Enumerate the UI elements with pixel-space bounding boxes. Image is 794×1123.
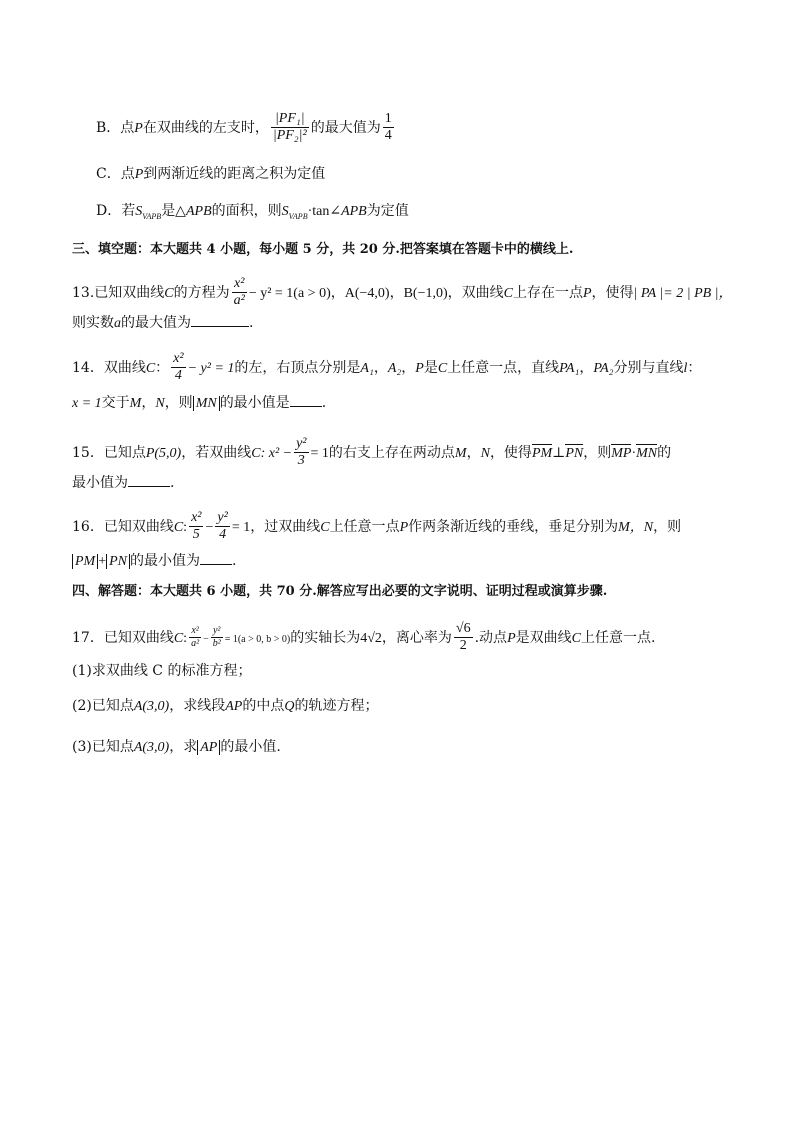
- fraction-numerator: y²: [211, 626, 223, 638]
- vertex-a1: A₁: [360, 360, 374, 376]
- q14-text: ，: [579, 359, 594, 376]
- point-q: Q: [284, 699, 295, 714]
- point-m: M: [454, 445, 467, 461]
- plus-symbol: +: [98, 554, 107, 569]
- fraction-denominator: a²: [191, 637, 200, 649]
- area-symbol: S: [135, 204, 143, 219]
- q16-equation-pre: :: [183, 519, 188, 535]
- ratio-fraction: [271, 112, 309, 144]
- segment-ap: AP: [225, 699, 243, 714]
- points-mn: M，N: [618, 519, 654, 535]
- fraction-denominator: 5: [192, 526, 200, 542]
- q16-fraction-2: [215, 511, 229, 543]
- question-14-line-1: [72, 352, 701, 384]
- q17-text: 的实轴长为: [290, 629, 361, 646]
- curve-c: C: [173, 630, 184, 646]
- q17-equation-rest: = 1(a > 0, b > 0): [224, 633, 291, 645]
- q16-text: ，过双曲线: [250, 518, 321, 535]
- q16-text: 的最小值为: [130, 553, 201, 569]
- fraction-denominator: 2: [459, 637, 467, 653]
- q16-text: ，则: [653, 518, 682, 535]
- q17-text: ，求线段: [169, 698, 226, 714]
- fraction-denominator: a²: [233, 292, 245, 308]
- q17-text: (2)已知点: [72, 698, 134, 714]
- point-n: N: [155, 396, 165, 411]
- q14-text: 上任意一点，直线: [447, 359, 560, 376]
- area-subscript: VAPB: [142, 211, 162, 221]
- answer-blank[interactable]: [200, 563, 232, 565]
- q14-equation-fraction: [171, 352, 185, 384]
- option-c-text: 到两渐近线的距离之积为定值: [143, 166, 326, 182]
- question-15-line-2: 最小值为 .: [72, 475, 175, 491]
- distance-pm: PM: [72, 554, 98, 569]
- question-14-line-2: x = 1交于M，N，则 MN 的最小值是 .: [72, 395, 327, 411]
- triangle-label: APB: [185, 204, 212, 219]
- max-value-denominator: 4: [384, 127, 392, 143]
- fraction-denominator: b²: [212, 637, 221, 649]
- vector-mn: MN: [636, 445, 658, 461]
- q15-equation-pre: : x² −: [260, 445, 293, 461]
- option-b-text2: 的最大值为: [310, 119, 381, 136]
- q14-text: 14．双曲线: [72, 359, 146, 376]
- fraction-numerator: x²: [232, 277, 247, 293]
- curve-c: C: [571, 630, 581, 646]
- curve-c: C: [164, 285, 174, 301]
- question-17-line-1: [72, 622, 655, 654]
- q15-text: ，若双曲线: [181, 444, 252, 461]
- option-d-text1: 是△: [161, 203, 186, 219]
- q13-text: 上存在一点: [512, 284, 583, 301]
- fraction-numerator: √6: [455, 621, 471, 636]
- point-a: A(3,0): [133, 699, 170, 714]
- q14-text: 分别与直线: [613, 359, 684, 376]
- real-axis-length: 4√2: [360, 630, 382, 646]
- max-value-numerator: 1: [384, 111, 392, 126]
- max-value-fraction: [383, 112, 394, 144]
- q13-text: ，使得: [591, 284, 634, 301]
- option-b-text1: 在双曲线的左支时，: [142, 119, 269, 136]
- q16-text: 上任意一点: [329, 518, 400, 535]
- question-17-part-2: [72, 699, 378, 714]
- dot-symbol: ·: [631, 445, 637, 461]
- curve-c: C: [145, 360, 156, 376]
- line-equation: x = 1: [72, 396, 102, 411]
- line-pa2: PA₂: [593, 360, 614, 376]
- option-d: [96, 204, 409, 221]
- q17-text: 上任意一点.: [580, 629, 656, 646]
- option-b-prefix: B．点: [96, 119, 135, 136]
- section-4-heading: 四、解答题：本大题共 6 小题，共 70 分.解答应写出必要的文字说明、证明过程或演算步骤.: [72, 584, 608, 599]
- ratio-denominator: |PF₂|²: [272, 127, 307, 143]
- point-m: M: [129, 396, 142, 411]
- q17-text: 是双曲线: [515, 629, 572, 646]
- point-p: P: [399, 519, 409, 535]
- q15-equation-rest: = 1: [310, 445, 329, 461]
- curve-c: C: [503, 285, 513, 301]
- area-symbol: S: [281, 204, 289, 219]
- fraction-denominator: 4: [174, 367, 182, 383]
- answer-blank[interactable]: [128, 485, 170, 487]
- point-p: P: [134, 120, 143, 136]
- q15-text: 的: [657, 444, 672, 461]
- option-d-prefix: D．若: [96, 203, 136, 219]
- option-c-prefix: C．点: [96, 166, 135, 182]
- fraction-numerator: x²: [189, 626, 201, 638]
- angle-label: APB: [341, 204, 367, 219]
- q13-text: 的方程为: [173, 284, 230, 301]
- option-c: [96, 167, 325, 182]
- question-17-part-1: (1)求双曲线 C 的标准方程；: [72, 663, 252, 679]
- option-b: [96, 112, 396, 144]
- vector-pn: PN: [565, 445, 584, 461]
- q17-equation-pre: :: [183, 630, 188, 646]
- point-n: N: [480, 445, 490, 461]
- minus-symbol: −: [203, 633, 209, 645]
- q17-text: 的最小值.: [220, 739, 281, 755]
- q14-text: ：: [155, 359, 170, 376]
- point-p: P: [134, 167, 144, 182]
- q14-text: 的最小值是: [219, 395, 290, 411]
- q13-text: 的最大值为: [121, 315, 191, 331]
- area-subscript: VAPB: [288, 211, 308, 221]
- fraction-denominator: 3: [297, 452, 305, 468]
- variable-a: a: [114, 316, 121, 331]
- q14-equation-rest: − y² = 1: [187, 360, 235, 376]
- q16-fraction-1: [189, 511, 203, 543]
- point-p: P(5,0): [145, 445, 182, 461]
- question-13-line-2: 则实数a的最大值为 .: [72, 315, 254, 331]
- q14-text: 的左，右顶点分别是: [234, 359, 361, 376]
- line-l: l: [683, 360, 688, 376]
- ratio-numerator: |PF₁|: [271, 112, 309, 128]
- vector-mp: MP: [611, 445, 632, 461]
- q17-fraction-1: [189, 626, 201, 649]
- fraction-numerator: y²: [296, 436, 307, 451]
- question-13-line-1: [72, 277, 733, 309]
- answer-blank[interactable]: [191, 325, 249, 327]
- vertex-a2: A₂: [387, 360, 402, 376]
- vector-pm: PM: [531, 445, 553, 461]
- q17-text: .动点: [474, 629, 508, 646]
- distance-pn: PN: [106, 554, 130, 569]
- fraction-numerator: x²: [191, 510, 202, 525]
- q17-text: (3)已知点: [72, 739, 134, 755]
- distance-ap: AP: [197, 740, 220, 755]
- q14-text: ，: [373, 359, 388, 376]
- option-d-text2: 的面积，则: [211, 203, 282, 219]
- curve-c: C: [437, 360, 448, 376]
- q15-text: ，则: [583, 444, 612, 461]
- q14-text: ，: [141, 395, 156, 411]
- q14-text: ：: [687, 359, 702, 376]
- q17-text: ，求: [169, 739, 198, 755]
- section-3-heading: 三、填空题：本大题共 4 小题，每小题 5 分，共 20 分.把答案填在答题卡中的横线上.: [72, 242, 574, 257]
- q17-text: 的中点: [242, 698, 285, 714]
- q13-text: 则实数: [72, 315, 114, 331]
- q14-text: ，: [401, 359, 416, 376]
- q16-equation-rest: = 1: [231, 519, 251, 535]
- option-d-text3: 为定值: [366, 203, 409, 219]
- q17-text: 的轨迹方程；: [294, 698, 379, 714]
- eccentricity-fraction: [454, 622, 473, 654]
- fraction-numerator: y²: [217, 510, 228, 525]
- question-16-line-1: [72, 511, 681, 543]
- q13-equation-rest: − y² = 1(a > 0): [248, 285, 331, 301]
- distance-mn: MN: [193, 396, 220, 411]
- perpendicular-symbol: ⊥: [552, 445, 566, 461]
- q15-text: 的右支上存在两动点: [328, 444, 455, 461]
- q13-text: 13.已知双曲线: [72, 284, 165, 301]
- tan-angle: ·tan∠: [307, 204, 342, 219]
- answer-blank[interactable]: [290, 405, 322, 407]
- q15-text: 最小值为: [72, 475, 128, 491]
- q17-text: ，离心率为: [381, 629, 452, 646]
- point-a: A(3,0): [133, 740, 170, 755]
- fraction-denominator: 4: [219, 526, 227, 542]
- q14-text: 是: [423, 359, 438, 376]
- curve-c: C: [320, 519, 330, 535]
- point-p: P: [507, 630, 516, 646]
- q15-text: ，使得: [489, 444, 532, 461]
- q16-text: 16．已知双曲线: [72, 518, 174, 535]
- q15-text: 15．已知点: [72, 444, 146, 461]
- q14-text: 交于: [101, 395, 130, 411]
- point-p: P: [582, 285, 592, 301]
- q17-text: 17．已知双曲线: [72, 629, 174, 646]
- q13-equation-fraction: [232, 277, 247, 309]
- fraction-numerator: x²: [173, 351, 184, 366]
- point-p: P: [415, 360, 424, 376]
- minus-symbol: −: [205, 519, 214, 535]
- q17-fraction-2: [211, 626, 223, 649]
- line-pa1: PA₁: [559, 360, 580, 376]
- q15-equation-fraction: [294, 437, 308, 469]
- q13-condition: | PA |= 2 | PB |，: [633, 285, 733, 301]
- question-15-line-1: 15．已知点P(5,0)，若双曲线C: x² − $\frac{\text{y²}}{3}$ = 1的右支上存在两动点M，N，使得PM⊥PN，则MP·MN的: [72, 436, 672, 468]
- q16-text: 作两条渐近线的垂线，垂足分别为: [408, 518, 619, 535]
- question-16-line-2: PM + PN 的最小值为 .: [72, 554, 236, 569]
- question-17-part-3: [72, 740, 281, 755]
- q13-points: ，A(−4,0)，B(−1,0)，双曲线: [330, 285, 504, 301]
- curve-c: C: [173, 519, 184, 535]
- q14-text: ，则: [164, 395, 193, 411]
- curve-c: C: [251, 445, 261, 461]
